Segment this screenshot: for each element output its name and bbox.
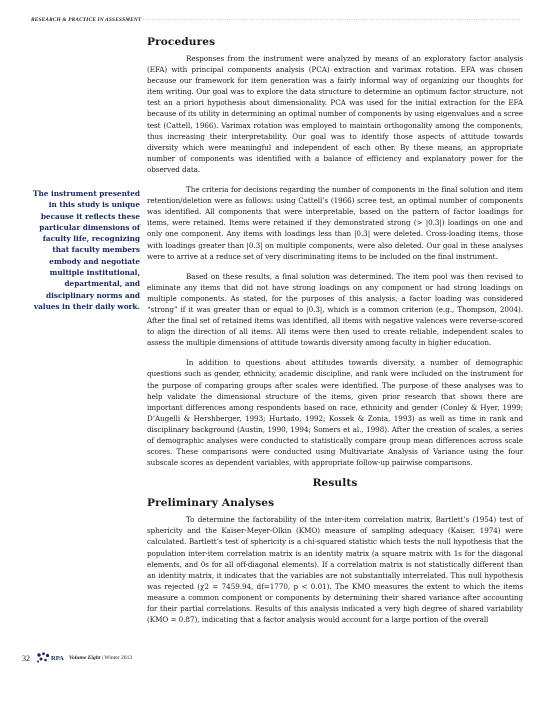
issue-info xyxy=(69,655,132,661)
section-heading: Preliminary Analyses xyxy=(147,497,275,510)
page-number: 32 xyxy=(22,653,30,663)
volume-label: Volume Eight xyxy=(68,655,101,661)
paragraph: The criteria for decisions regarding the number of components in the final solution and item retention/deletion were as follows: using Cattell’s (1966) scree test, an optimal number of components was identified. All components that were interpretable, based on the pattern of factor loadings for items, were retained. Items were retained if they demonstrated strong (> |0.3|) loadings on one and only one component. Any items with loadings less than |0.3| were deleted. Cross-loading items, those with loadings greater than |0.3| on multiple components, were also deleted. Our goal in these analyses were to arrive at a reduce set of very discriminating items to be included on the final instrument. xyxy=(147,185,523,261)
paragraph: Responses from the instrument were analyzed by means of an exploratory factor analysis (EFA) with principal components analysis (PCA) extraction and varimax rotation. EFA was chosen because our framework for item generation was a fairly informal way of organizing our thoughts for item writing. Our goal was to explore the data structure to determine an optimum factor structure, not test an a priori hypothesis about dimensionality. PCA was used for the initial extraction for the EFA because of its utility in determining an optimal number of components by using eigenvalues and a scree test (Cattell, 1966). Varimax rotation was employed to maintain orthogonality among the components, thus increasing their interpretability. Our goal was to identify those aspects of attitude towards diversity which were meaningful and independent of each other. By these means, an appropriate number of components was identified with a balance of efficiency and explanatory power for the observed data. xyxy=(147,54,523,174)
results-heading: Results xyxy=(312,477,358,490)
running-head xyxy=(31,17,521,23)
dotted-leader: ······································································································································································· xyxy=(142,17,521,23)
separator: | xyxy=(101,655,103,661)
section-heading: Procedures xyxy=(147,36,216,48)
journal-title: RESEARCH & PRACTICE IN ASSESSMENT xyxy=(31,17,142,23)
preliminary-analyses-section xyxy=(147,497,523,625)
logo-text: RPA xyxy=(51,654,64,662)
main-column xyxy=(147,36,523,634)
paragraph: To determine the factorability of the inter-item correlation matrix, Bartlett’s (1954) test of sphericity and the Kaiser-Meyer-Olkin (KMO) measure of sampling adequacy (Kaiser, 1974) were calculated. Bartlett’s test of sphericity is a chi-squared statistic which tests the null hypothesis that the population inter-item correlation matrix is an identity matrix (a square matrix with 1s for the diagonal elements, and 0s for all off-diagonal elements). If a correlation matrix is not statistically different than an identity matrix, it indicates that the variables are not substantially interrelated. This null hypothesis was rejected (χ2 = 7459.94, df=1770, p < 0.01). The KMO measures the extent to which the items measure a common component or components by determining their shared variance after accounting for their partial correlations. Results of this analysis indicated a very high degree of shared variability (KMO = 0.87), indicating that a factor analysis would account for a large portion of the overall xyxy=(147,515,523,625)
rpa-logo xyxy=(36,652,64,664)
pull-quote: The instrument presented in this study is unique because it reflects these particular dimensions of faculty life, recognizing that faculty members embody and negotiate multiple institutional, departmental, and disciplinary norms and values in their daily work. xyxy=(33,189,140,311)
paragraph: In addition to questions about attitudes towards diversity, a number of demographic questions such as gender, ethnicity, academic discipline, and rank were included on the instrument for the purpose of comparing groups after scales were identified. The purpose of these analyses was to help validate the dimensional structure of the items, given prior research that shows there are important differences among respondents based on race, ethnicity and gender (Conley & Hyer, 1999; D’Augelli & Hershberger, 1993; Hurtado, 1992; Kossek & Zonia, 1993) as well as time in rank and disciplinary background (Austin, 1990, 1994; Somers et al., 1998). After the creation of scales, a series of demographic analyses were conducted to statistically compare group mean differences across scale scores. These comparisons were conducted using Multivariate Analysis of Variance using the four subscale scores as dependent variables, with appropriate follow-up pairwise comparisons. xyxy=(147,358,523,468)
paragraph: Based on these results, a final solution was determined. The item pool was then revised to eliminate any items that did not have strong loadings on any component or had strong loadings on multiple components. As stated, for the purposes of this analysis, a factor loading was considered “strong” if it was greater than or equal to |0.3|, which is a common criterion (e.g., Thompson, 2004). After the final set of retained items was identified, all items with negative valences were reverse-scored to align the direction of all items. All items were then used to create reliable, independent scales to assess the multiple dimensions of attitude towards diversity among faculty in higher education. xyxy=(147,271,523,348)
rpa-logo-icon xyxy=(36,652,50,664)
procedures-section xyxy=(147,36,523,468)
issue-label: Winter 2013 xyxy=(104,655,133,661)
page-footer xyxy=(22,650,132,666)
